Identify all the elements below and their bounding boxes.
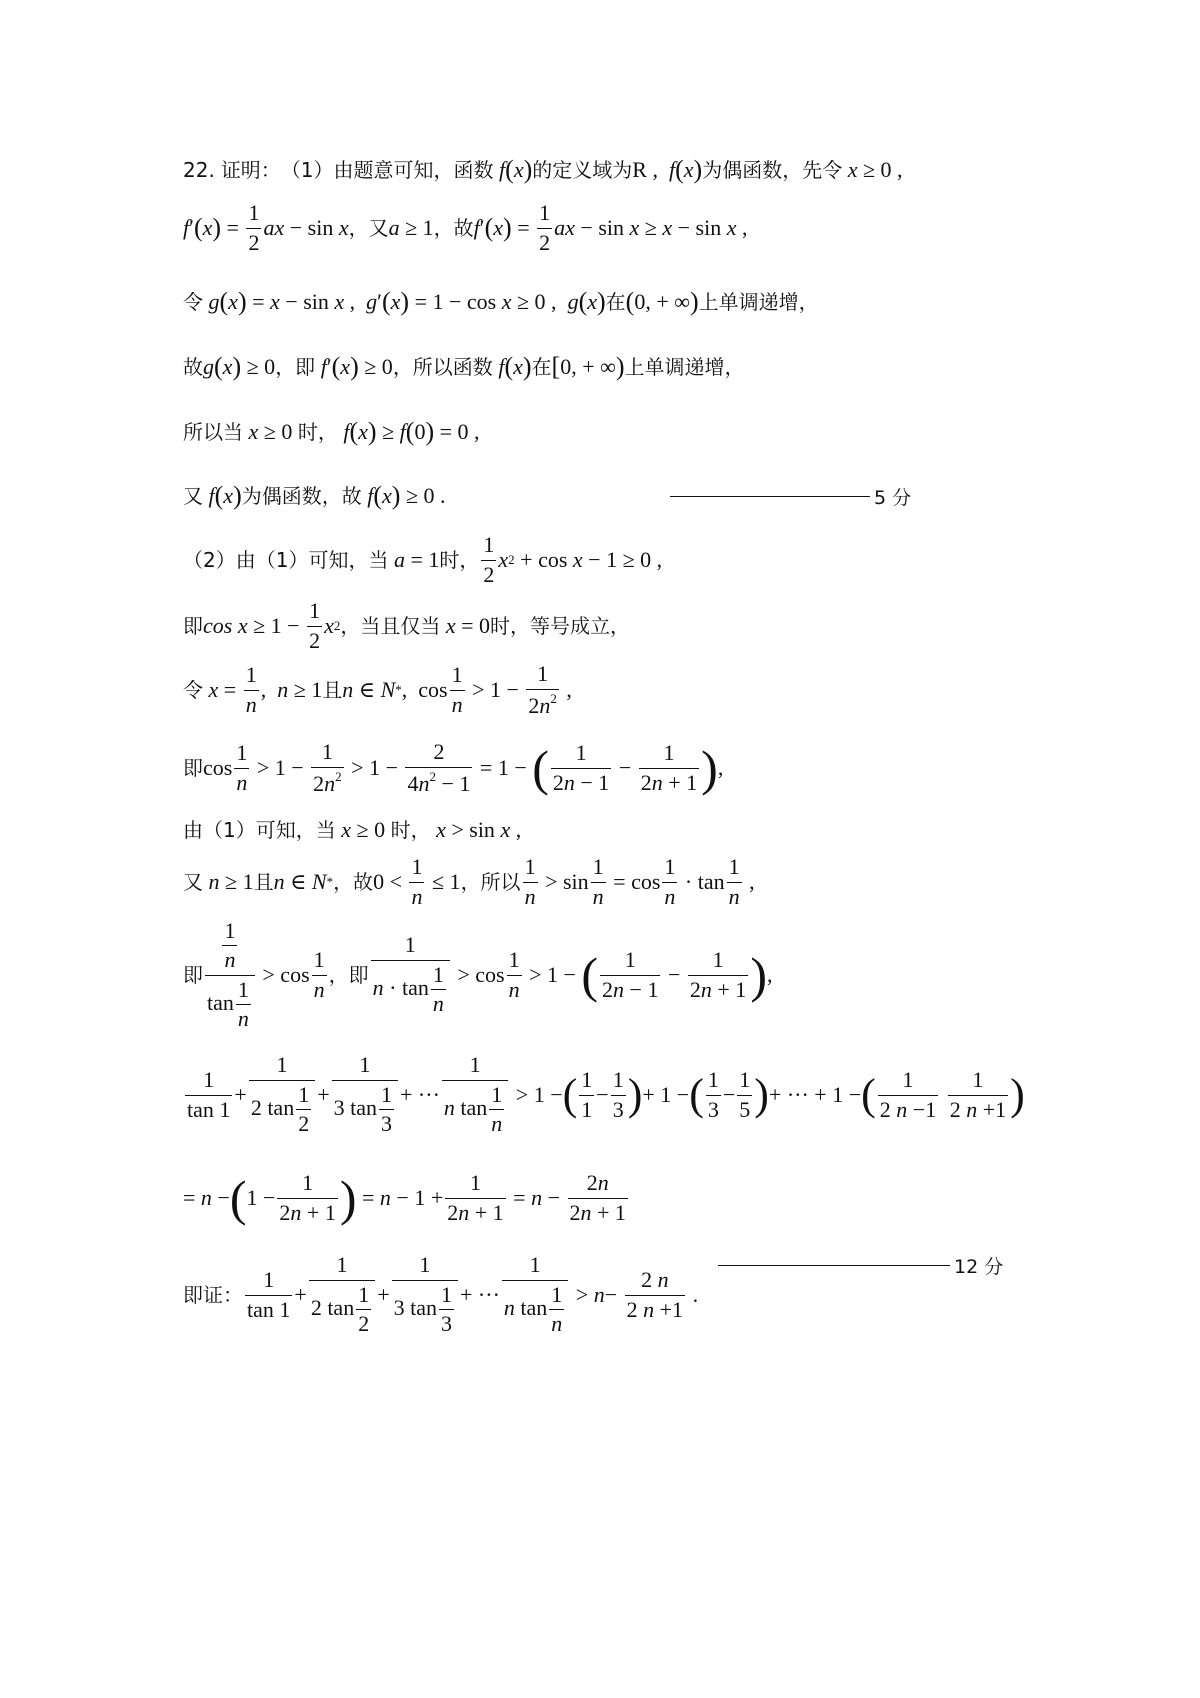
proof-line-7: （2） 由（1）可知，当 a = 1 时， $\frac{1}{2}$ x 2 + cos x − 1 ≥ 0 ,: [183, 532, 663, 587]
proof-line-13: 即 $\frac{1}{n}$ tan $\frac{1}{n}$ > cos $\frac{1}{n}$ ，即 1 n · tan $\frac{1}{n}$ > cos $\frac{1}{n}$ > 1 − ( $\frac{1}{2n - 1}$ − $\frac{1}{2n + 1}$ ) ,: [183, 917, 773, 1031]
proof-line-16: 即证： $\frac{1}{\tan 1}$ + 1 2 tan $\frac{1}{2}$ + 1 3 tan $\frac{1}{3}$ + ··· 1 n tan $\frac{1}{n}$ > n − $\frac{2 n}{2 n +1}$ .: [183, 1252, 699, 1337]
score-mark-2: 12 分: [718, 1253, 1003, 1277]
proof-line-15: = n − ( 1 − $\frac{1}{2n + 1}$ ) = n − 1 + $\frac{1}{2n + 1}$ = n − $\frac{2n}{2n + 1}$: [183, 1170, 626, 1226]
part-1-label: （1）: [280, 158, 334, 182]
proof-line-10: 即 cos $\frac{1}{n}$ > 1 − $\frac{1}{2n^2}$ > 1 − $\frac{2}{4n^2 - 1}$ = 1 − ( $\frac{1}{2n - 1}$ − $\frac{1}{2n + 1}$ ) ,: [183, 739, 724, 796]
proof-line-6: 又 f ( x ) 为偶函数，故 f ( x ) ≥ 0 .: [183, 481, 446, 511]
proof-line-5: 所以当 x ≥ 0 时， f ( x ) ≥ f ( 0 ) = 0 ,: [183, 417, 480, 447]
part-2-label: （2）: [183, 548, 236, 572]
proof-line-2: f ′ ( x ) = $\frac{1}{2}$ ax − sin x ，又 a ≥ 1 ，故 f ′ ( x ) = $\frac{1}{2}$ ax − sin x ≥ x − sin x ,: [183, 200, 748, 255]
proof-line-14: $\frac{1}{\tan 1}$ + 1 2 tan $\frac{1}{2}$ + 1 3 tan $\frac{1}{3}$ + ··· 1 n tan $\frac{1}{n}$ > 1 − ( $\frac{1}{1}$ − $\frac{1}{3}$ ) + 1 − ( $\frac{1}{3}$ − $\frac{1}{5}$ ) + ··· + 1 − ( $\frac{1}{2 n -1}$ $\frac{1}{2 n +1}$ ): [187, 1052, 1025, 1137]
proof-line-11: 由（1）可知，当 x ≥ 0 时， x > sin x ,: [183, 816, 522, 842]
score-mark-1: 5 分: [670, 484, 911, 508]
proof-line-8: 即 cos x ≥ 1 − $\frac{1}{2}$ x 2 ，当且仅当 x = 0 时，等号成立，: [183, 598, 631, 653]
proof-label: 证明：: [220, 158, 281, 182]
proof-line-9: 令 x = $\frac{1}{n}$ , n ≥ 1 且 n ∈ N * , cos $\frac{1}{n}$ > 1 − $\frac{1}{2n^2}$ ,: [183, 661, 572, 718]
proof-line-3: 令 g ( x ) = x − sin x , g ′ ( x ) = 1 − cos x ≥ 0 , g ( x ) 在 ( 0, + ∞ ) 上单调递增，: [183, 287, 819, 317]
proof-line-4: 故 g ( x ) ≥ 0 ，即 f ′ ( x ) ≥ 0 ，所以函数 f ( x ) 在 [ 0, + ∞ ) 上单调递增，: [183, 352, 745, 382]
problem-number: 22.: [183, 158, 215, 182]
proof-line-12: 又 n ≥ 1 且 n ∈ N * ，故 0 < $\frac{1}{n}$ ≤ 1 ，所以 $\frac{1}{n}$ > sin $\frac{1}{n}$ = cos $\frac{1}{n}$ · tan $\frac{1}{n}$ ,: [183, 854, 755, 909]
proof-line-1: 22. 证明： （1） 由题意可知，函数 f ( x ) 的定义域为 R , f ( x ) 为偶函数，先令 x ≥ 0 ,: [183, 155, 903, 185]
